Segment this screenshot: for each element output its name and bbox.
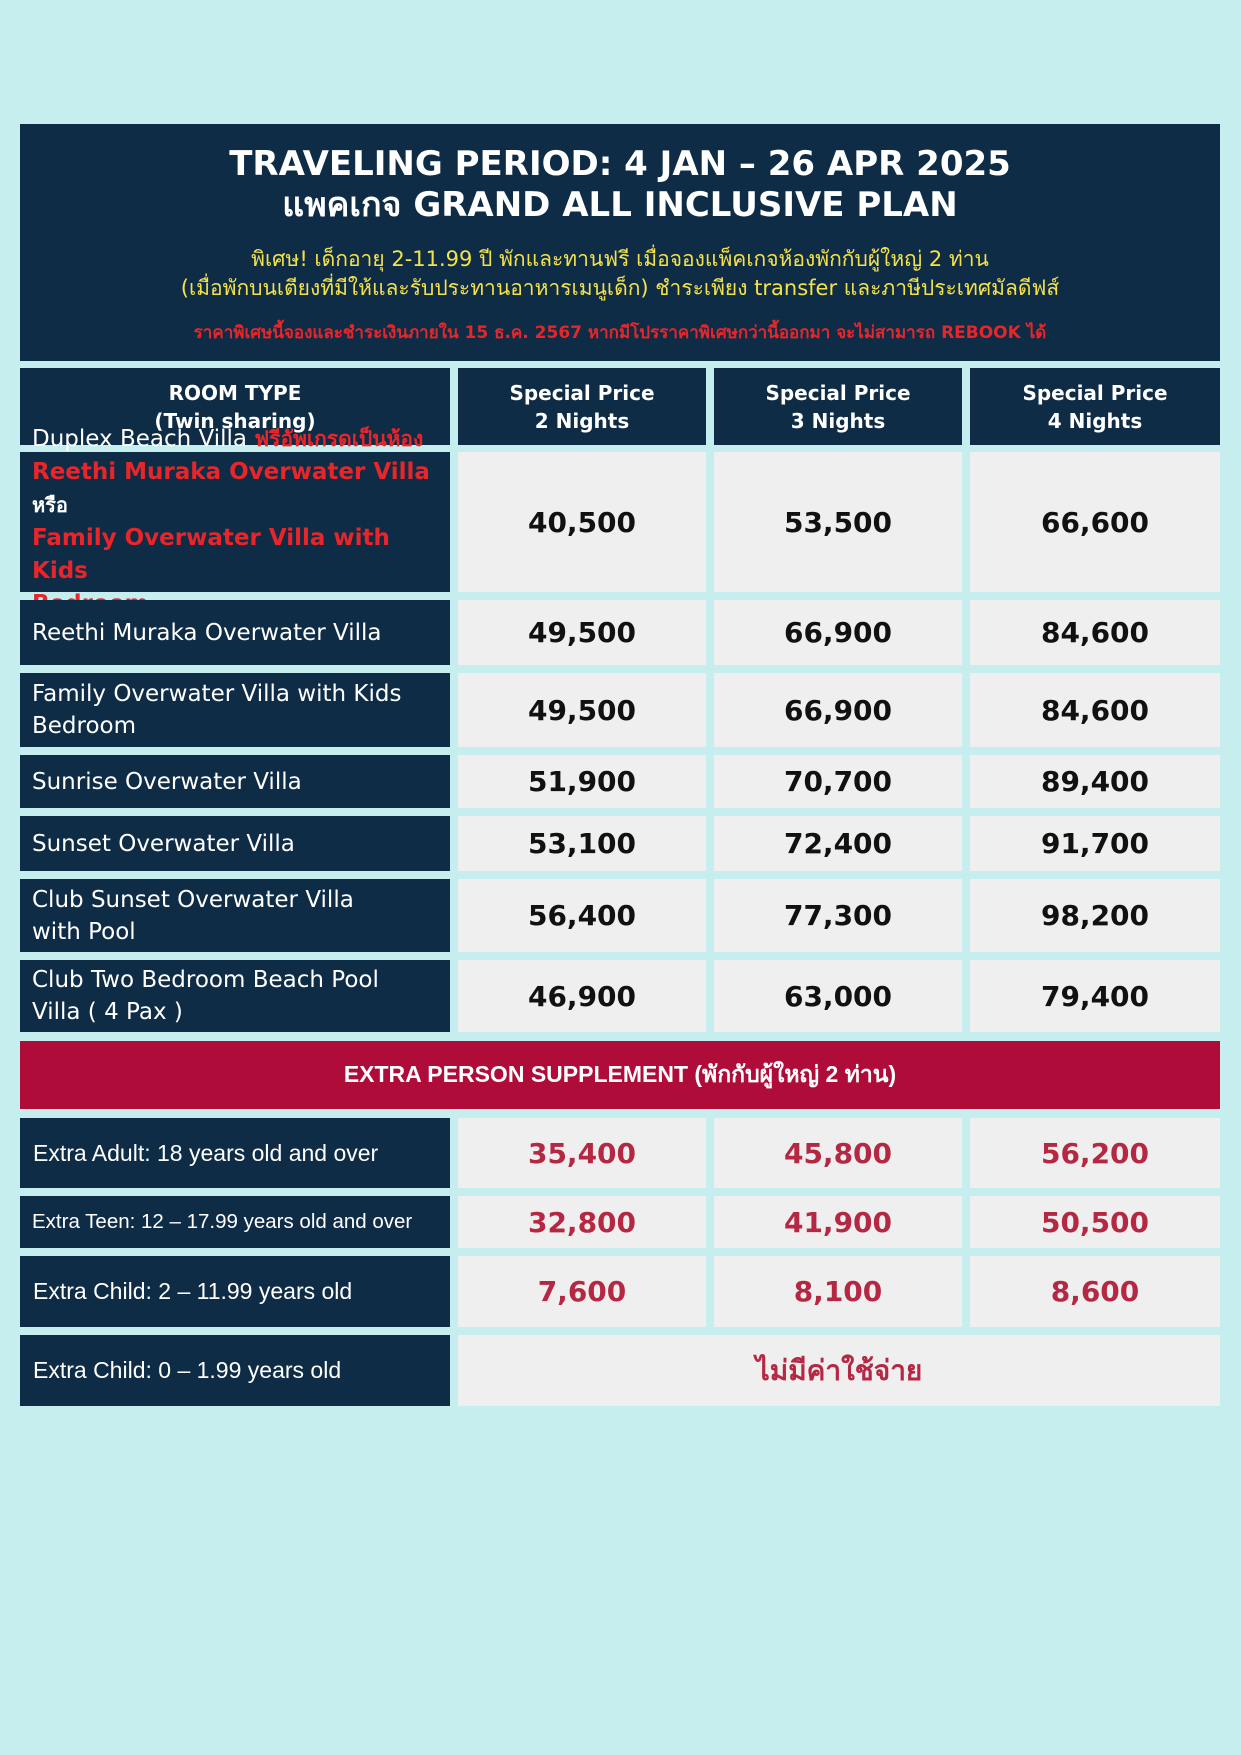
extra-price-cell: 7,600 (458, 1256, 706, 1327)
price-header-nights: 2 Nights (534, 408, 630, 433)
room-name-club-two-bedroom (20, 960, 450, 1032)
room-name-duplex-beach-villa (20, 426, 450, 592)
price-header-label: Special Price (509, 380, 655, 405)
price-cell: 89,400 (970, 755, 1220, 808)
price-cell: 40,500 (458, 452, 706, 592)
price-cell: 53,500 (714, 452, 962, 592)
room-name-sunrise-overwater (20, 755, 450, 808)
room-name-reethi-muraka (20, 600, 450, 665)
package-name-title: แพคเกจ GRAND ALL INCLUSIVE PLAN (282, 185, 958, 225)
room-name-line-1: Club Sunset Overwater Villa (32, 886, 354, 913)
upgrade-option-1: Reethi Muraka Overwater Villa (32, 459, 430, 485)
extra-price-cell: 8,600 (970, 1256, 1220, 1327)
extra-person-banner: EXTRA PERSON SUPPLEMENT (พักกับผู้ใหญ่ 2 ท่าน) (20, 1041, 1220, 1109)
or-text: หรือ (32, 493, 68, 517)
price-header-label: Special Price (765, 380, 911, 405)
price-cell: 77,300 (714, 879, 962, 952)
room-name-family-overwater (20, 673, 450, 747)
room-type-header-label: ROOM TYPE (168, 380, 302, 405)
price-cell: 66,900 (714, 600, 962, 665)
price-cell: 66,900 (714, 673, 962, 747)
extra-child-0-label: Extra Child: 0 – 1.99 years old (20, 1335, 450, 1406)
room-name-line-1: Sunset Overwater Villa (32, 830, 295, 857)
extra-price-cell: 45,800 (714, 1118, 962, 1188)
price-cell: 84,600 (970, 673, 1220, 747)
promo-line-1: พิเศษ! เด็กอายุ 2-11.99 ปี พักและทานฟรี เมื่อจองแพ็คเกจห้องพักกับผู้ใหญ่ 2 ท่าน (251, 247, 989, 271)
extra-price-cell: 8,100 (714, 1256, 962, 1327)
room-type-header-sub: (Twin sharing) (154, 408, 316, 433)
extra-child-free-cell: ไม่มีค่าใช้จ่าย (458, 1335, 1220, 1406)
room-name-line-1: Sunrise Overwater Villa (32, 768, 302, 795)
extra-price-cell: 41,900 (714, 1196, 962, 1248)
extra-adult-label: Extra Adult: 18 years old and over (20, 1118, 450, 1188)
price-cell: 91,700 (970, 816, 1220, 871)
price-cell: 72,400 (714, 816, 962, 871)
traveling-period-title: TRAVELING PERIOD: 4 JAN – 26 APR 2025 (229, 144, 1011, 184)
extra-price-cell: 32,800 (458, 1196, 706, 1248)
price-header-4-nights (970, 368, 1220, 445)
package-header (20, 124, 1220, 361)
price-header-nights: 3 Nights (790, 408, 886, 433)
extra-teen-label: Extra Teen: 12 – 17.99 years old and over (20, 1196, 450, 1248)
price-cell: 70,700 (714, 755, 962, 808)
extra-price-cell: 50,500 (970, 1196, 1220, 1248)
promo-line-2: (เมื่อพักบนเตียงที่มีให้และรับประทานอาหารเมนูเด็ก) ชำระเพียง transfer และภาษีประเทศมัลดีฟส์ (180, 276, 1060, 300)
extra-price-cell: 56,200 (970, 1118, 1220, 1188)
price-cell: 49,500 (458, 673, 706, 747)
price-cell: 79,400 (970, 960, 1220, 1032)
room-name-line-1: Family Overwater Villa with Kids (32, 681, 402, 707)
price-header-2-nights (458, 368, 706, 445)
room-name-line-2: Villa ( 4 Pax ) (32, 999, 183, 1025)
price-header-nights: 4 Nights (1047, 408, 1143, 433)
upgrade-option-2: Family Overwater Villa with Kids (32, 525, 390, 584)
room-name-text: Duplex Beach Villa (32, 426, 255, 452)
price-cell: 84,600 (970, 600, 1220, 665)
room-name-line-2: with Pool (32, 918, 136, 945)
room-name-line-1: Reethi Muraka Overwater Villa (32, 619, 382, 646)
price-cell: 66,600 (970, 452, 1220, 592)
price-header-label: Special Price (1022, 380, 1168, 405)
room-name-sunset-overwater (20, 816, 450, 871)
price-cell: 49,500 (458, 600, 706, 665)
room-name-line-2: Bedroom (32, 713, 137, 739)
extra-child-2-label: Extra Child: 2 – 11.99 years old (20, 1256, 450, 1327)
room-name-line-1: Club Two Bedroom Beach Pool (32, 967, 379, 993)
room-name-club-sunset (20, 879, 450, 952)
price-cell: 63,000 (714, 960, 962, 1032)
price-cell: 56,400 (458, 879, 706, 952)
price-cell: 53,100 (458, 816, 706, 871)
upgrade-note: ฟรีอัพเกรดเป็นห้อง (254, 427, 424, 451)
price-cell: 51,900 (458, 755, 706, 808)
price-cell: 46,900 (458, 960, 706, 1032)
extra-price-cell: 35,400 (458, 1118, 706, 1188)
price-header-3-nights (714, 368, 962, 445)
price-cell: 98,200 (970, 879, 1220, 952)
booking-deadline-warning: ราคาพิเศษนี้จองและชำระเงินภายใน 15 ธ.ค. 2567 หากมีโปรราคาพิเศษกว่านี้ออกมา จะไม่สามารถ REBOOK ได้ (193, 323, 1047, 343)
